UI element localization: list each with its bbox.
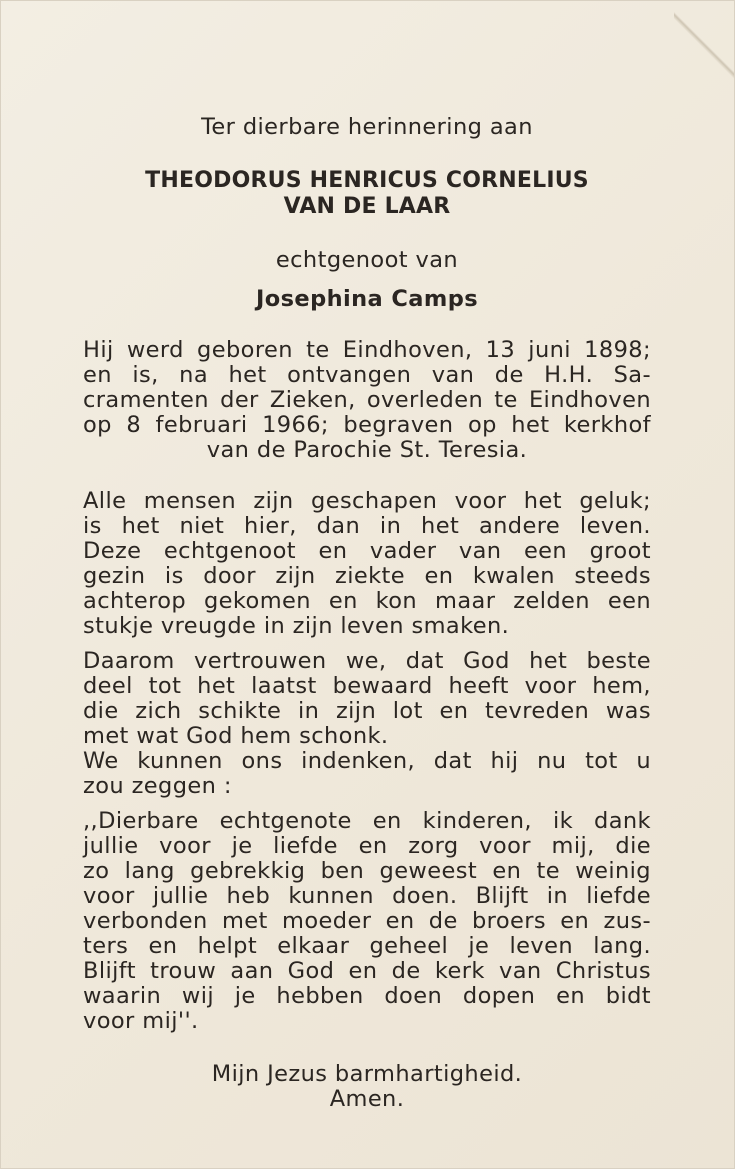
text-line: is het niet hier, dan in het andere leven. <box>83 513 651 539</box>
text-line: Daarom vertrouwen we, dat God het beste <box>83 648 651 674</box>
text-line: deel tot het laatst bewaard heeft voor hem, <box>83 673 651 699</box>
bio-line: cramenten der Zieken, overleden te Eindhoven <box>83 387 651 413</box>
bio-line: en is, na het ontvangen van de H.H. Sa- <box>83 362 651 388</box>
text-line: Blijft trouw aan God en de kerk van Christus <box>83 958 651 984</box>
text-line: zo lang gebrekkig ben geweest en te weinig <box>83 858 651 884</box>
biography <box>83 338 651 463</box>
text-line: voor mij''. <box>83 1008 199 1034</box>
text-line: We kunnen ons indenken, dat hij nu tot u <box>83 748 651 774</box>
text-line: voor jullie heb kunnen doen. Blijft in liefde <box>83 883 651 909</box>
text-line: die zich schikte in zijn lot en tevreden was <box>83 698 651 724</box>
text-line: ,,Dierbare echtgenote en kinderen, ik dank <box>83 808 651 834</box>
text-line: jullie voor je liefde en zorg voor mij, die <box>83 833 651 859</box>
closing-prayer <box>83 1062 651 1112</box>
deceased-name <box>83 168 651 220</box>
paragraph-2 <box>83 649 651 799</box>
spouse-label: echtgenoot van <box>275 247 459 273</box>
text-line: waarin wij je hebben doen dopen en bidt <box>83 983 651 1009</box>
corner-crease <box>674 1 734 91</box>
bio-line: van de Parochie St. Teresia. <box>206 437 528 463</box>
card-content <box>83 115 651 1112</box>
bio-line: op 8 februari 1966; begraven op het kerkhof <box>83 412 651 438</box>
heading: Ter dierbare herinnering aan <box>201 114 533 140</box>
name-line-2: VAN DE LAAR <box>283 194 451 219</box>
text-line: met wat God hem schonk. <box>83 723 389 749</box>
text-line: achterop gekomen en kon maar zelden een <box>83 588 651 614</box>
text-line: verbonden met moeder en de broers en zus- <box>83 908 651 934</box>
bio-line: Hij werd geboren te Eindhoven, 13 juni 1898; <box>83 337 651 363</box>
closing-line-1: Mijn Jezus barmhartigheid. <box>211 1061 523 1087</box>
text-line: gezin is door zijn ziekte en kwalen steeds <box>83 563 651 589</box>
quoted-prayer <box>83 809 651 1034</box>
name-line-1: THEODORUS HENRICUS CORNELIUS <box>145 168 589 193</box>
text-line: stukje vreugde in zijn leven smaken. <box>83 613 510 639</box>
spouse-name: Josephina Camps <box>256 286 478 312</box>
paragraph-1 <box>83 489 651 639</box>
closing-line-2: Amen. <box>329 1086 405 1112</box>
text-line: Deze echtgenoot en vader van een groot <box>83 538 651 564</box>
text-line: zou zeggen : <box>83 773 232 799</box>
text-line: ters en helpt elkaar geheel je leven lang. <box>83 933 651 959</box>
text-line: Alle mensen zijn geschapen voor het geluk; <box>83 488 651 514</box>
